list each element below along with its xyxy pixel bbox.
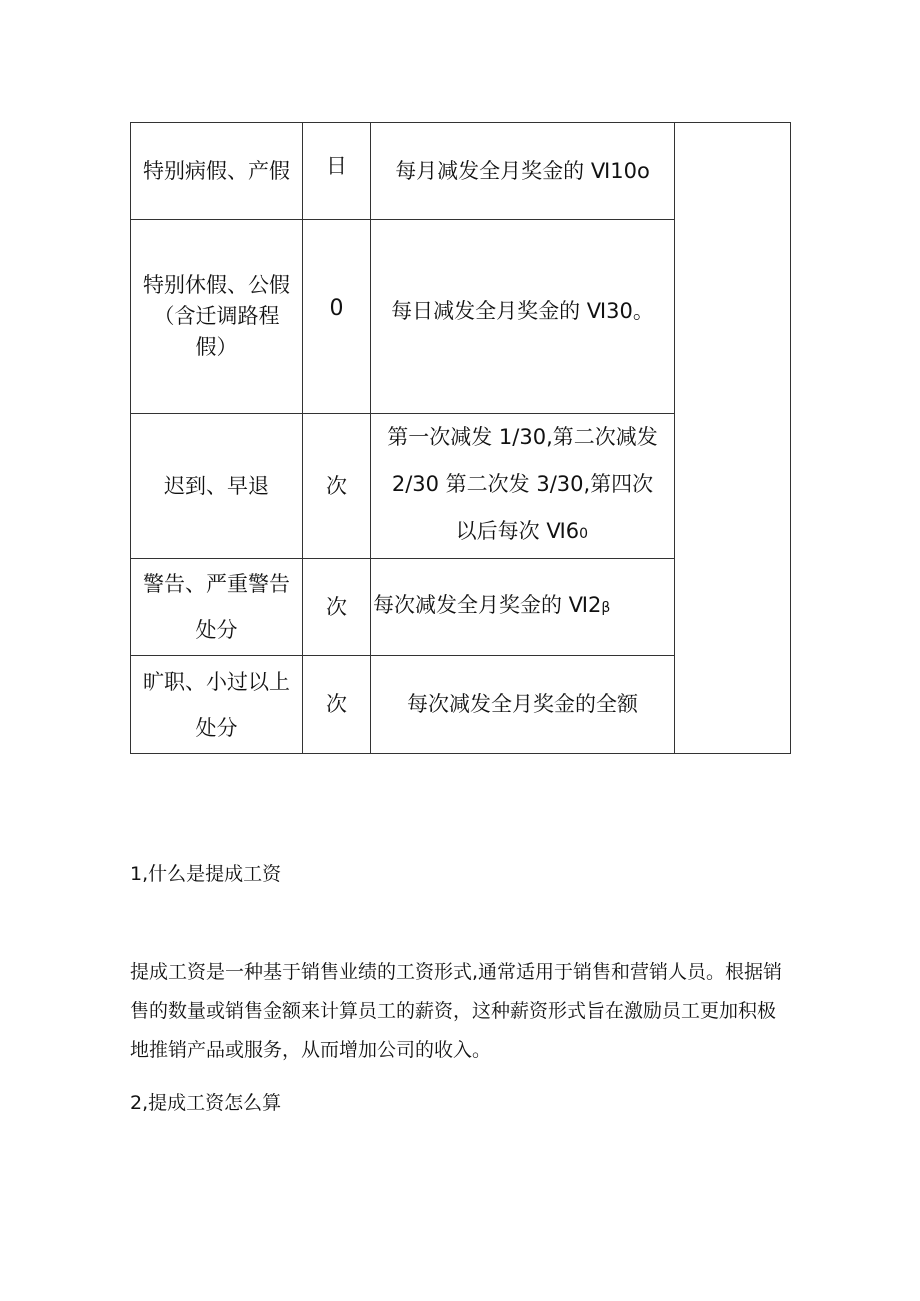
deduction-rule-cell (371, 656, 675, 754)
leave-type-cell (131, 414, 303, 559)
deduction-rule-cell (371, 559, 675, 656)
unit-cell (303, 220, 371, 414)
leave-type-text: 警告、严重警告 (143, 572, 290, 596)
unit-cell (303, 656, 371, 754)
table-row (131, 123, 791, 220)
unit-text: 次 (326, 692, 347, 716)
leave-type-text: 特别病假、产假 (143, 158, 290, 183)
unit-text: 0 (329, 296, 344, 321)
section-paragraph: 提成工资是一种基于销售业绩的工资形式,通常适用于销售和营销人员。根据销售的数量或销售金额来计算员工的薪资，这种薪资形式旨在激励员工更加积极地推销产品或服务，从而增加公司的收入。 (130, 961, 783, 1061)
deduction-rule-text: 每次减发全月奖金的全额 (407, 692, 638, 716)
leave-type-cell (131, 220, 303, 414)
unit-text: 日 (326, 153, 347, 178)
deduction-rule-text: 第一次减发 1/30,第二次减发 (387, 425, 658, 449)
unit-cell (303, 559, 371, 656)
leave-type-text: 处分 (195, 618, 238, 642)
leave-type-cell (131, 123, 303, 220)
deduction-rule-text: 每次减发全月奖金的 Ⅵ2 (373, 593, 602, 617)
leave-type-text: 处分 (195, 715, 238, 740)
deduction-rule-cell (371, 414, 675, 559)
deduction-rule-line (371, 590, 674, 624)
deduction-rule-text: 2/30 第二次发 3/30,第四次 (391, 472, 654, 496)
unit-cell (303, 123, 371, 220)
unit-text: 次 (326, 473, 347, 498)
deduction-rule-text: 每日减发全月奖金的 Ⅵ30。 (391, 299, 654, 323)
leave-type-text: 旷职、小过以上 (143, 669, 290, 694)
unit-cell (303, 414, 371, 559)
deduction-rule-text: 每月减发全月奖金的 Ⅵ10o (395, 158, 650, 183)
leave-type-text: 迟到、早退 (164, 473, 269, 498)
remarks-cell (675, 123, 791, 754)
section-heading: 1,什么是提成工资 (130, 863, 282, 885)
deduction-rules-table (130, 122, 791, 754)
deduction-rule-cell (371, 220, 675, 414)
leave-type-cell (131, 559, 303, 656)
unit-text: 次 (326, 594, 347, 619)
subscript-mark: 0 (579, 526, 588, 542)
subscript-mark: β (601, 600, 611, 616)
leave-type-text: 特别休假、公假 (143, 273, 290, 297)
leave-type-cell (131, 656, 303, 754)
deduction-rule-text: 以后每次 Ⅵ6 (455, 519, 580, 543)
deduction-rule-line (371, 508, 674, 558)
leave-type-text: （含迁调路程 (153, 304, 280, 328)
section-heading: 2,提成工资怎么算 (130, 1092, 282, 1114)
leave-type-text: 假） (195, 335, 238, 359)
deduction-rule-cell (371, 123, 675, 220)
